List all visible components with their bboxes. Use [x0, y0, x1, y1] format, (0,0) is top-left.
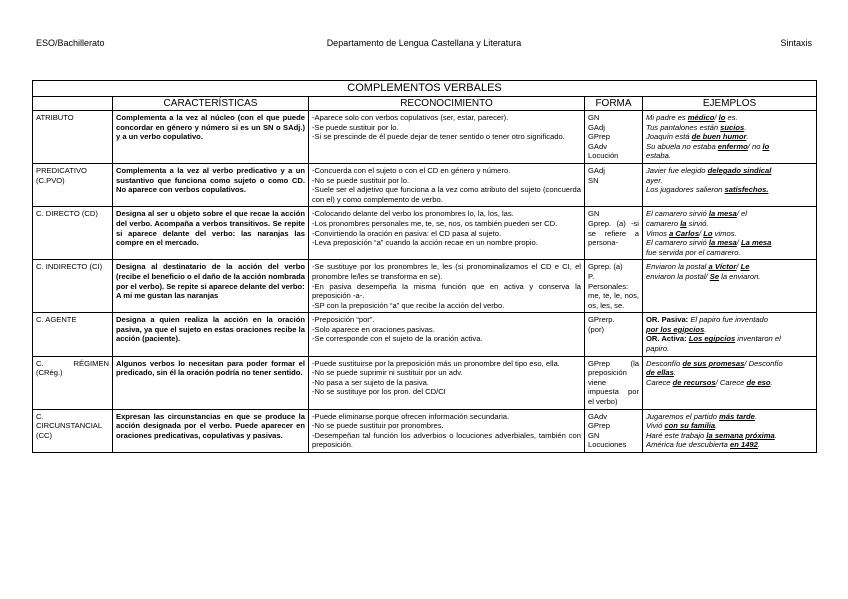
ejemplo-segment: OR. Activa: — [646, 334, 689, 344]
ejemplo-line — [646, 166, 813, 176]
ejemplo-segment: más tarde — [719, 411, 755, 421]
table-body — [33, 111, 817, 453]
reconocimiento-cell — [309, 111, 585, 164]
ejemplo-segment: Enviaron la postal — [646, 262, 709, 272]
table-row — [33, 111, 817, 164]
ejemplo-line — [646, 378, 813, 388]
ejemplo-segment: la mesa — [708, 238, 737, 248]
row-name: C. CIRCUNSTANCIAL (CC) — [33, 409, 113, 452]
caracteristicas-cell — [113, 356, 309, 409]
row-name: C. RÉGIMEN (CRég.) — [33, 356, 113, 409]
ejemplo-line — [646, 412, 813, 422]
ejemplo-segment: . — [744, 122, 747, 132]
table-row — [33, 356, 817, 409]
reconocimiento-item: -Concuerda con el sujeto o con el CD en género y número. — [312, 165, 511, 175]
table-row — [33, 207, 817, 260]
table-title: COMPLEMENTOS VERBALES — [33, 81, 817, 97]
ejemplo-segment: en 1492 — [730, 440, 758, 450]
ejemplo-line — [646, 334, 813, 344]
ejemplo-segment: . — [673, 368, 676, 378]
ejemplo-line — [646, 219, 813, 229]
ejemplo-segment: enfermo — [717, 141, 748, 151]
ejemplo-segment: / Carece — [715, 377, 747, 387]
forma-item: P. — [588, 271, 595, 281]
ejemplo-segment: La mesa — [740, 238, 772, 248]
ejemplo-segment: . — [770, 377, 773, 387]
ejemplo-segment: Los jugadores salieron — [646, 185, 725, 195]
ejemplo-segment: es. — [725, 113, 738, 122]
header-right: Sintaxis — [780, 38, 812, 48]
ejemplo-segment: inventaron el — [735, 334, 781, 344]
forma-item: GAdj — [588, 122, 605, 132]
reconocimiento-item: -En pasiva desempeña la misma función que en activa y conserva la preposición -a-. — [312, 281, 581, 301]
row-name: C. DIRECTO (CD) — [33, 207, 113, 260]
reconocimiento-item: -Si se prescinde de él puede dejar de tener sentido o tener otro significado. — [312, 132, 565, 142]
forma-item: GN — [588, 113, 600, 122]
ejemplo-segment: El papiro fue inventado — [690, 315, 769, 325]
ejemplo-segment: por los egipcios — [646, 324, 705, 334]
ejemplo-segment: de eso — [746, 377, 771, 387]
reconocimiento-cell — [309, 163, 585, 206]
ejemplo-line — [646, 421, 813, 431]
forma-cell — [585, 313, 643, 356]
ejemplo-segment: estaba. — [646, 151, 671, 161]
ejemplo-segment: Desconfío — [646, 358, 683, 368]
caracteristicas-cell — [113, 111, 309, 164]
ejemplo-line — [646, 123, 813, 133]
reconocimiento-item: -Preposición “por”. — [312, 315, 375, 325]
forma-item: Personales: me, te, le, nos, os, les, se. — [588, 281, 639, 310]
ejemplo-segment: Vivió — [646, 421, 665, 431]
ejemplo-segment: Su abuela no estaba — [646, 141, 718, 151]
forma-item: GN — [588, 430, 600, 440]
forma-cell — [585, 356, 643, 409]
row-name: C. AGENTE — [33, 313, 113, 356]
reconocimiento-item: -No pasa a ser sujeto de la pasiva. — [312, 377, 429, 387]
forma-cell — [585, 207, 643, 260]
ejemplo-segment: la enviaron. — [719, 271, 761, 281]
reconocimiento-item: -Suele ser el adjetivo que funciona a la vez como atributo del sujeto (concuerda con el) y como complemento de verbo. — [312, 185, 581, 204]
column-header: FORMA — [585, 97, 643, 111]
reconocimiento-item: -Se sustituye por los pronombres le, les (si pronominalizamos el CD e CI, el pronombre le/les se transforma en se). — [312, 262, 581, 281]
ejemplo-segment: de sus promesas — [682, 358, 745, 368]
forma-item: GN — [588, 209, 600, 219]
forma-item: Gprep. (a) -si se refiere a persona- — [588, 218, 639, 248]
ejemplos-cell — [643, 409, 817, 452]
forma-item: GAdj — [588, 165, 605, 175]
ejemplos-cell — [643, 163, 817, 206]
reconocimiento-item: -Se puede sustituir por lo. — [312, 122, 399, 132]
caracteristicas-extra: A mi me gustan las naranjas — [116, 291, 219, 301]
reconocimiento-item: -Convirtiendo la oración en pasiva: el CD pasa al sujeto. — [312, 228, 502, 238]
ejemplo-segment: . — [704, 324, 707, 334]
table-title-row — [33, 81, 817, 97]
ejemplo-line — [646, 440, 813, 450]
reconocimiento-item: -Puede eliminarse porque ofrecen información secundaria. — [312, 411, 510, 421]
reconocimiento-item: -Se corresponde con el sujeto de la oración activa. — [312, 334, 483, 344]
ejemplo-segment: vimos. — [712, 228, 737, 238]
reconocimiento-cell — [309, 260, 585, 313]
ejemplo-segment: la — [680, 218, 687, 228]
ejemplo-segment: camarero — [646, 218, 681, 228]
ejemplo-segment: . — [757, 440, 760, 450]
ejemplo-segment: / el — [736, 209, 747, 219]
caracteristicas-cell — [113, 163, 309, 206]
forma-item: Locuciones — [588, 440, 627, 450]
ejemplo-segment: satisfechos. — [724, 185, 769, 195]
caracteristicas-text: Designa a quien realiza la acción en la oración pasiva, ya que el sujeto en estas oraciones recibe la acción (paciente). — [116, 315, 305, 344]
header-center: Departamento de Lengua Castellana y Literatura — [326, 38, 522, 48]
ejemplo-segment: / Desconfío — [744, 358, 783, 368]
ejemplo-segment: médico — [687, 113, 715, 122]
ejemplo-segment: lo — [718, 113, 726, 122]
ejemplo-line — [646, 113, 813, 123]
ejemplo-segment: Vimos — [646, 228, 670, 238]
ejemplo-segment: fue servida por el camarero. — [646, 247, 741, 257]
reconocimiento-item: -No se sustituye por los pron. del CD/CI — [312, 387, 446, 397]
ejemplo-segment: América fue descubierta — [646, 440, 730, 450]
table-row — [33, 313, 817, 356]
ejemplo-line — [646, 248, 813, 258]
ejemplo-segment: Haré este trabajo — [646, 430, 707, 440]
ejemplo-segment: Carece — [646, 377, 673, 387]
ejemplo-segment: enviaron la postal/ — [646, 271, 710, 281]
forma-item: (por) — [588, 324, 605, 334]
complementos-table — [32, 80, 817, 453]
ejemplo-line — [646, 431, 813, 441]
ejemplo-segment: OR. Pasiva: — [646, 315, 691, 325]
caracteristicas-text: Expresan las circunstancias en que se produce la acción designada por el verbo. Puede aparecer en oraciones predicativas, copulativas y pasivas. — [116, 411, 305, 440]
ejemplo-segment: sucios — [720, 122, 745, 132]
forma-item: GAdv — [588, 141, 607, 151]
header-left: ESO/Bachillerato — [36, 38, 105, 48]
ejemplo-segment: Mi padre es — [646, 113, 688, 122]
ejemplo-line — [646, 368, 813, 378]
ejemplo-line — [646, 359, 813, 369]
column-header: CARACTERÍSTICAS — [113, 97, 309, 111]
ejemplo-segment: / — [736, 262, 741, 272]
reconocimiento-item: -Puede sustituirse por la preposición más un pronombre del tipo eso, ella. — [312, 358, 560, 368]
ejemplo-segment: Se — [709, 271, 720, 281]
ejemplo-line — [646, 315, 813, 325]
caracteristicas-cell — [113, 409, 309, 452]
ejemplo-segment: sirvió. — [686, 218, 709, 228]
forma-item: Gprep. (a) — [588, 262, 623, 272]
ejemplo-segment: de buen humor — [691, 132, 747, 142]
forma-item: GPrep — [588, 132, 610, 142]
reconocimiento-item: -Desempeñan tal función los adverbios o locuciones adverbiales, también con preposición. — [312, 430, 581, 450]
ejemplo-segment: a Carlos — [669, 228, 700, 238]
ejemplo-segment: delegado sindical — [707, 165, 772, 175]
ejemplos-cell — [643, 207, 817, 260]
row-name: C. INDIRECTO (CI) — [33, 260, 113, 313]
caracteristicas-text: Designa al ser u objeto sobre el que recae la acción del verbo. Acompaña a verbos transitivos. Se repite si aparece delante del verbo: las naranjas las compre en el mercado. — [116, 209, 305, 248]
forma-item: Locución — [588, 151, 619, 161]
ejemplo-line — [646, 185, 813, 195]
forma-item: GPrerp. — [588, 315, 615, 325]
ejemplo-segment: Jugaremos el partido — [646, 411, 720, 421]
reconocimiento-item: -Leva preposición “a” cuando la acción recae en un nombre propio. — [312, 238, 538, 248]
row-name: ATRIBUTO — [33, 111, 113, 164]
forma-cell — [585, 163, 643, 206]
caracteristicas-text: Algunos verbos lo necesitan para poder formar el predicado, sin él la oración podría no tener sentido. — [116, 358, 305, 378]
reconocimiento-item: -SP con la preposición “a” que recibe la acción del verbo. — [312, 300, 505, 310]
ejemplo-segment: lo — [762, 141, 770, 151]
ejemplos-cell — [643, 111, 817, 164]
ejemplo-segment: Javier fue elegido — [646, 165, 708, 175]
caracteristicas-cell — [113, 207, 309, 260]
ejemplo-segment: . — [746, 132, 749, 142]
ejemplo-line — [646, 151, 813, 161]
reconocimiento-cell — [309, 356, 585, 409]
ejemplo-segment: . — [754, 411, 758, 421]
reconocimiento-cell — [309, 409, 585, 452]
ejemplo-line — [646, 238, 813, 248]
reconocimiento-item: -No se puede sustituir por lo. — [312, 175, 410, 185]
caracteristicas-cell — [113, 313, 309, 356]
ejemplo-segment: la mesa — [708, 209, 737, 219]
ejemplo-line — [646, 209, 813, 219]
table-header-row — [33, 97, 817, 111]
row-name: PREDICATIVO (C.PVO) — [33, 163, 113, 206]
caracteristicas-text: Complementa a la vez al núcleo (con el que puede concordar en género y número si es un SN o SAdj.) y a un verbo copulativo. — [116, 113, 305, 142]
ejemplo-segment: / — [699, 228, 704, 238]
reconocimiento-item: -Colocando delante del verbo los pronombres lo, la, los, las. — [312, 209, 514, 219]
ejemplo-line — [646, 262, 813, 272]
reconocimiento-item: -Los pronombres personales me, te, se, nos, os también pueden ser CD. — [312, 218, 558, 228]
column-header: EJEMPLOS — [643, 97, 817, 111]
caracteristicas-text: Complementa a la vez al verbo predicativo y a un sustantivo que funciona como sujeto o como CD. No aparece con verbos copulativos. — [116, 165, 305, 195]
column-header: RECONOCIMIENTO — [309, 97, 585, 111]
ejemplo-segment: Lo — [703, 228, 713, 238]
ejemplo-segment: El camarero sirvió — [646, 209, 709, 219]
caracteristicas-text: Designa al destinatario de la acción del verbo (recibe el beneficio o el daño de la acción nombrada por el verbo). Se repite si aparece delante del verbo: — [116, 262, 305, 291]
table-row — [33, 260, 817, 313]
forma-item: GPrep (la preposición viene impuesta por el verbo) — [588, 358, 639, 407]
ejemplo-segment: papiro. — [646, 344, 670, 354]
forma-item: SN — [588, 175, 599, 185]
ejemplo-line — [646, 272, 813, 282]
ejemplo-line — [646, 142, 813, 152]
forma-cell — [585, 111, 643, 164]
ejemplo-line — [646, 325, 813, 335]
ejemplo-segment: / — [714, 113, 719, 122]
reconocimiento-cell — [309, 313, 585, 356]
ejemplo-segment: El camarero sirvió — [646, 238, 709, 248]
ejemplo-segment: / no — [747, 141, 763, 151]
forma-cell — [585, 260, 643, 313]
ejemplo-segment: . — [774, 430, 777, 440]
table-row — [33, 163, 817, 206]
ejemplo-line — [646, 132, 813, 142]
ejemplo-segment: de recursos — [672, 377, 716, 387]
forma-item: GPrep — [588, 421, 610, 431]
table-row — [33, 409, 817, 452]
reconocimiento-item: -Aparece solo con verbos copulativos (ser, estar, parecer). — [312, 113, 509, 122]
ejemplo-segment: ayer. — [646, 175, 663, 185]
ejemplo-segment: de ellas — [646, 368, 674, 378]
ejemplo-line — [646, 344, 813, 354]
reconocimiento-item: -Solo aparece en oraciones pasivas. — [312, 324, 435, 334]
ejemplo-segment: la semana próxima — [706, 430, 775, 440]
reconocimiento-item: -No se puede sustituir por pronombres. — [312, 421, 444, 431]
ejemplo-segment: . — [715, 421, 718, 431]
ejemplos-cell — [643, 356, 817, 409]
forma-cell — [585, 409, 643, 452]
header-empty — [33, 97, 113, 111]
ejemplo-segment: / — [736, 238, 741, 248]
ejemplo-segment: a Víctor — [708, 262, 737, 272]
reconocimiento-cell — [309, 207, 585, 260]
ejemplo-segment: Joaquín está — [646, 132, 692, 142]
ejemplo-segment: Los egipcios — [688, 334, 736, 344]
ejemplo-segment: Tus pantalones están — [646, 122, 721, 132]
ejemplos-cell — [643, 260, 817, 313]
forma-item: GAdv — [588, 411, 607, 421]
ejemplo-line — [646, 229, 813, 239]
ejemplo-segment: con su familia — [664, 421, 716, 431]
ejemplos-cell — [643, 313, 817, 356]
caracteristicas-cell — [113, 260, 309, 313]
ejemplo-line — [646, 176, 813, 186]
ejemplo-segment: Le — [740, 262, 750, 272]
reconocimiento-item: -No se puede suprimir ni sustituir por un adv. — [312, 368, 463, 378]
